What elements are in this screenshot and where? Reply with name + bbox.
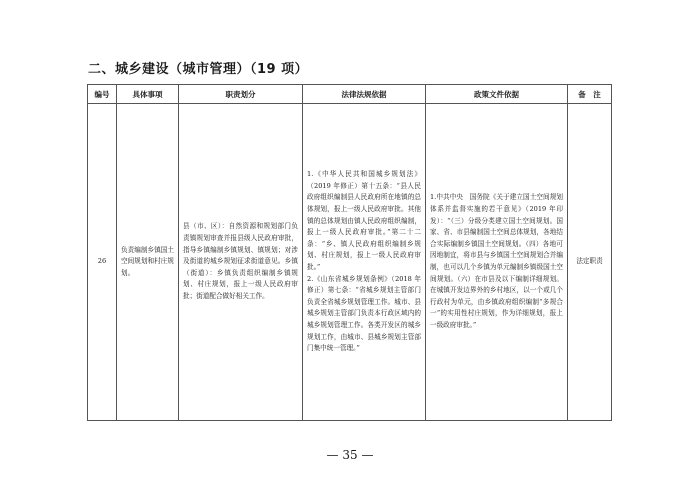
cell-item: 负责编制乡镇国土空间规划和村庄规划。 xyxy=(117,104,179,421)
cell-no: 26 xyxy=(88,104,117,421)
header-duty: 职责划分 xyxy=(179,85,303,104)
header-policy: 政策文件依据 xyxy=(426,85,568,104)
section-title: 二、城乡建设（城市管理）（19 项） xyxy=(88,62,309,77)
table-header-row xyxy=(88,85,612,104)
header-remark: 备 注 xyxy=(568,85,612,104)
header-no: 编号 xyxy=(88,85,117,104)
page-number: — 35 — xyxy=(326,448,374,462)
cell-law xyxy=(303,104,426,421)
header-law: 法律法规依据 xyxy=(303,85,426,104)
table-row xyxy=(88,104,612,421)
header-item: 具体事项 xyxy=(117,85,179,104)
cell-policy: 1.中共中央 国务院《关于建立国土空间规划体系并监督实施的若干意见》（2019 年印发）：“（三）分级分类建立国土空间规划。国家、省、市县编制国土空间总体规划，各地结合实际编制乡镇国土空间规划。（四）各地可因地制宜，将市县与乡镇国土空间规划合并编制，也可以几个乡镇为单元编制乡镇级国土空间规划。（六）在市县及以下编制详细规划。在城镇开发边界外的乡村地区，以一个或几个行政村为单元，由乡镇政府组织编制“多规合一”的实用性村庄规划，作为详细规划，报上一级政府审批。” xyxy=(426,104,568,421)
cell-duty: 县（市、区）：自然资源和规划部门负责镇规划审查并报县级人民政府审批，指导乡镇编制乡镇规划、镇规划；对涉及街道的城乡规划征求街道意见。乡镇（街道）：乡镇负责组织编制乡镇规划、村庄规划，报上一级人民政府审批；街道配合做好相关工作。 xyxy=(179,104,303,421)
cell-remark: 法定职责 xyxy=(568,104,612,421)
law-item-2: 2.《山东省城乡规划条例》（2018 年修正）第七条：“省城乡规划主管部门负责全省城乡规划管理工作。城市、县城乡规划主管部门负责本行政区域内的城乡规划管理工作。各类开发区的城乡规划工作，由城市、县城乡规划主管部门集中统一管理。” xyxy=(307,274,421,353)
responsibility-table xyxy=(87,84,612,421)
law-item-1: 1.《中华人民共和国城乡规划法》（2019 年修正）第十五条：“县人民政府组织编制县人民政府所在地镇的总体规划，报上一级人民政府审批。其他镇的总体规划由镇人民政府组织编制，报上一级人民政府审批。”第二十二条：“乡、镇人民政府组织编制乡规划、村庄规划，报上一级人民政府审批。” xyxy=(307,170,421,271)
